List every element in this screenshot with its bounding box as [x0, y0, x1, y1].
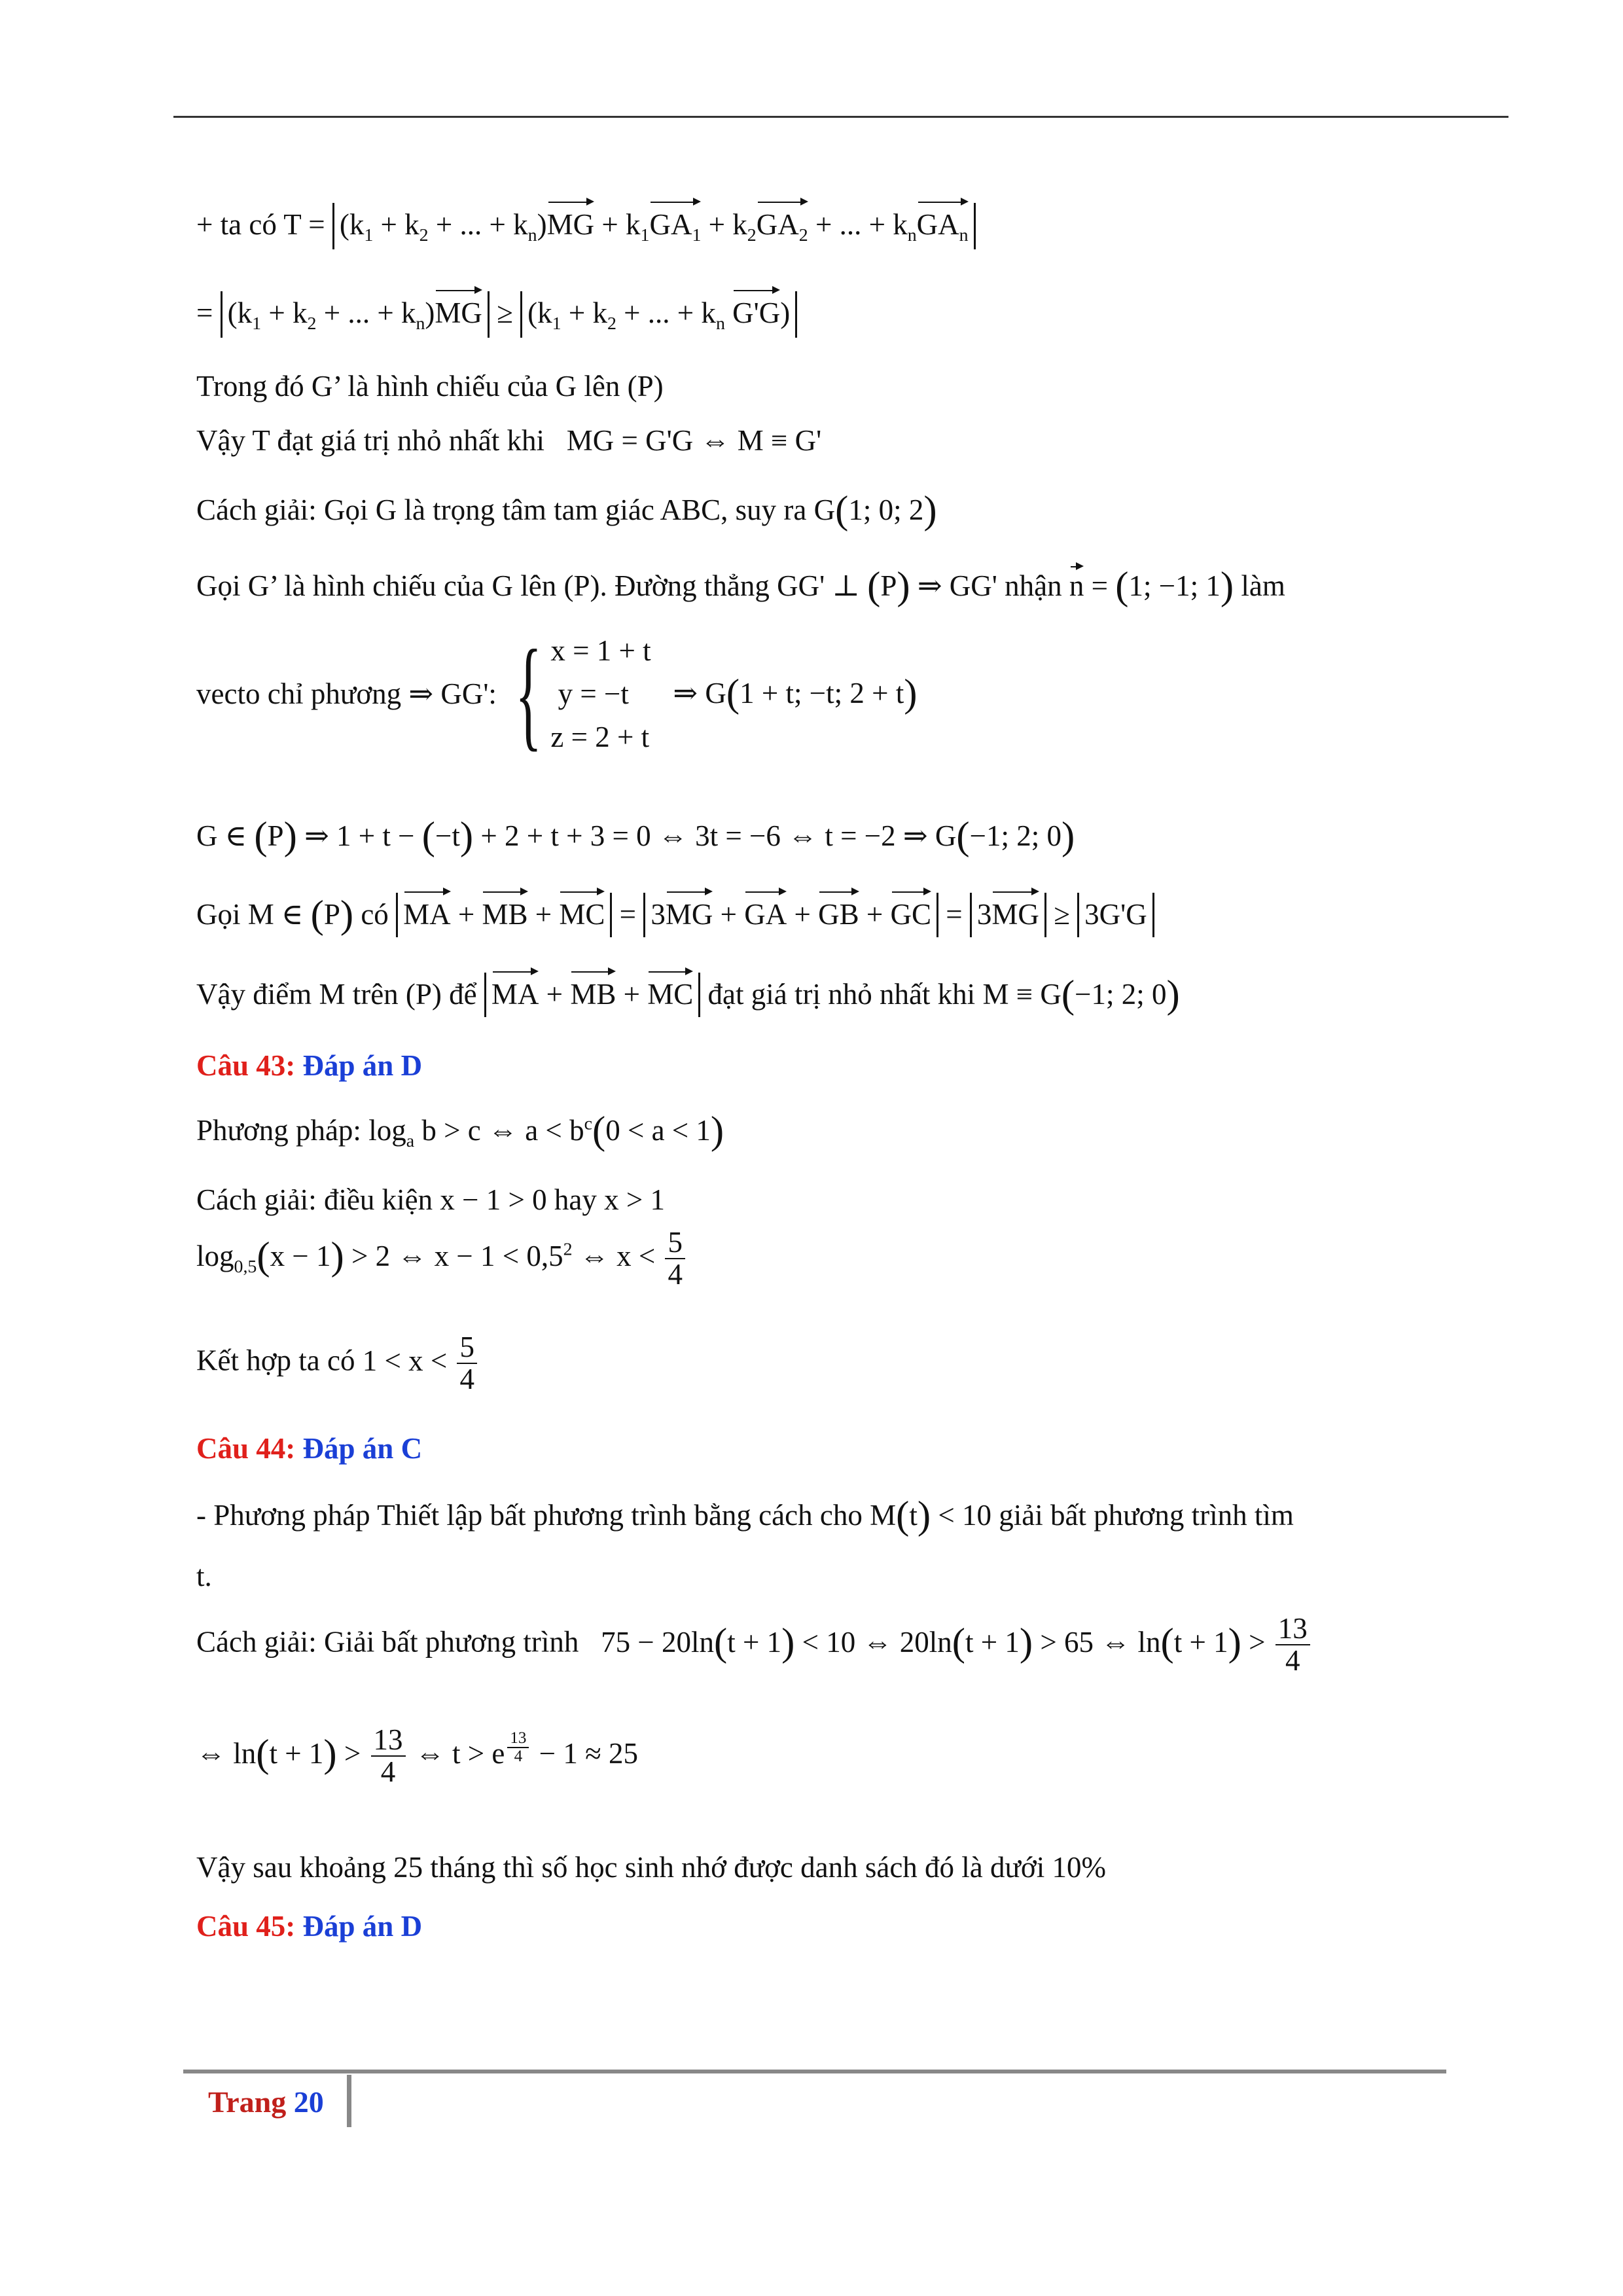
- line-t: t.: [196, 1560, 212, 1592]
- page-number: 20: [293, 2085, 324, 2119]
- line-T-def: [196, 203, 976, 249]
- formula: $T = (k_1 + k_2$ + ... + $k_n)MG + k_1GA_1 + k_2GA_2$ + ... + $k_nGA_n$: [283, 208, 975, 241]
- line-log-inequality: $\log_{0,5}(x - 1) > 2$ ⇔ $x - 1 < 0,5^2$ ⇔ x < $\frac{5}{4}$: [196, 1227, 688, 1291]
- line-T-bound: [196, 291, 797, 338]
- page-label: Trang: [208, 2085, 287, 2119]
- line-param: vecto chỉ phương ⇒ GG': { x = 1 + t y = −t z = 2 + t ⇒ G(1 + t; −t; 2 + t): [196, 625, 918, 762]
- footer-divider: [347, 2075, 351, 2127]
- line-sum-vectors: Gọi M ∈ (P) có MA + MB + MC = 3MG + GA + GB + GC = 3MG ≥ 3G'G: [196, 890, 1154, 940]
- text: + ta có: [196, 208, 277, 241]
- line-line-GG: Gọi G’ là hình chiếu của G lên (P). Đường thẳng GG' ⊥ (P) ⇒ GG' nhận n = (1; −1; 1) làm: [196, 564, 1285, 608]
- line-projection: Trong đó G’ là hình chiếu của G lên (P): [196, 370, 664, 403]
- header-rule: [173, 116, 1508, 118]
- question-45-heading: Câu 45: Đáp án D: [196, 1910, 423, 1943]
- line-min: Vậy T đạt giá trị nhỏ nhất khi MG = G'G ⇔ M ≡ G': [196, 424, 822, 457]
- line-combine: Kết hợp ta có 1 < x < $\frac{5}{4}$: [196, 1332, 480, 1395]
- line-solve-t: G ∈ (P) ⇒ 1 + t − (−t) + 2 + t + 3 = 0 ⇔ 3t = −6 ⇔ t = −2 ⇒ G(−1; 2; 0): [196, 814, 1075, 858]
- question-44-heading: Câu 44: Đáp án C: [196, 1432, 423, 1465]
- line-condition: Cách giải: điều kiện x − 1 > 0 hay x > 1: [196, 1183, 666, 1216]
- question-43-heading: Câu 43: Đáp án D: [196, 1049, 423, 1082]
- footer-rule: [183, 2070, 1446, 2073]
- line-method-43: Phương pháp: $\log_a b > c$ ⇔ $a < b^c(0 < a < 1)$: [196, 1109, 724, 1153]
- page-footer: [208, 2085, 324, 2119]
- line-centroid: Cách giải: Gọi G là trọng tâm tam giác ABC, suy ra G(1; 0; 2): [196, 488, 937, 532]
- line-solve-44b: ⇔ ln(t + 1) > $\frac{13}{4}$ ⇔ t > e $^{\frac{13}{4}}$ − 1 ≈ 25: [196, 1723, 639, 1789]
- equation-system: { x = 1 + t y = −t z = 2 + t: [515, 625, 651, 762]
- line-conclusion-44: Vậy sau khoảng 25 tháng thì số học sinh nhớ được danh sách đó là dưới 10%: [196, 1851, 1106, 1884]
- line-conclusion: Vậy điểm M trên (P) để MA + MB + MC đạt giá trị nhỏ nhất khi M ≡ G(−1; 2; 0): [196, 973, 1180, 1016]
- formula: = ($k_1 + k_2$ + ... + $k_n)MG \ge (k_1 + k_2$ + ... + $k_n$ G'G): [196, 296, 797, 329]
- line-solve-44: Cách giải: Giải bất phương trình 75 − 20ln(t + 1) < 10 ⇔ 20ln(t + 1) > 65 ⇔ ln(t + 1) > $\frac{13}{4}$: [196, 1613, 1313, 1677]
- line-method-44: - Phương pháp Thiết lập bất phương trình bằng cách cho M(t) < 10 giải bất phương trình tìm: [196, 1494, 1294, 1537]
